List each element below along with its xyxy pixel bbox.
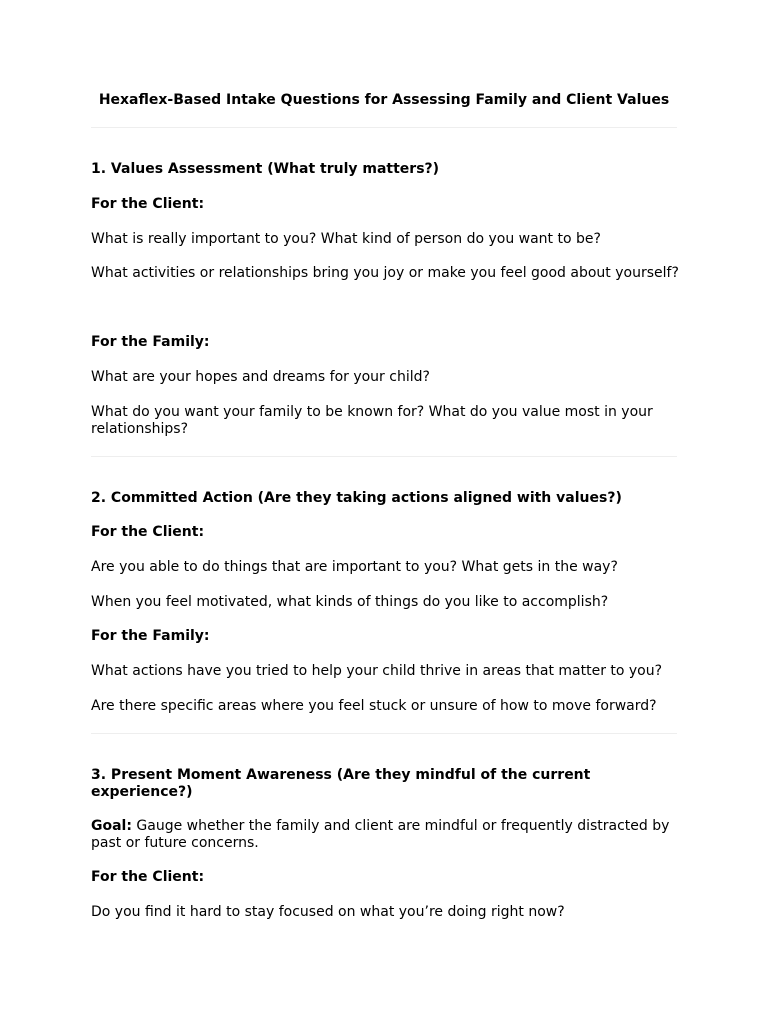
client-label: For the Client:	[91, 196, 205, 212]
family-label: For the Family:	[91, 628, 210, 644]
goal-text: Gauge whether the family and client are mindful or frequently distracted by past or future concerns.	[91, 818, 670, 851]
divider	[91, 456, 677, 457]
question: Are there specific areas where you feel stuck or unsure of how to move forward?	[91, 698, 657, 714]
question: What is really important to you? What kind of person do you want to be?	[91, 231, 601, 247]
question: Do you find it hard to stay focused on what you’re doing right now?	[91, 904, 565, 920]
question: Are you able to do things that are important to you? What gets in the way?	[91, 559, 618, 575]
divider	[91, 127, 677, 128]
client-label: For the Client:	[91, 869, 205, 885]
question: When you feel motivated, what kinds of things do you like to accomplish?	[91, 594, 609, 610]
divider	[91, 733, 677, 734]
goal-paragraph	[91, 818, 681, 852]
section-heading: 1. Values Assessment (What truly matters?)	[91, 161, 440, 177]
question: What do you want your family to be known for? What do you value most in your relationships?	[91, 404, 653, 437]
question: What are your hopes and dreams for your child?	[91, 369, 430, 385]
question: What activities or relationships bring you joy or make you feel good about yourself?	[91, 265, 679, 281]
question: What actions have you tried to help your child thrive in areas that matter to you?	[91, 663, 663, 679]
goal-label: Goal:	[91, 818, 132, 834]
client-label: For the Client:	[91, 524, 205, 540]
section-heading: 2. Committed Action (Are they taking actions aligned with values?)	[91, 490, 622, 506]
document-title: Hexaflex-Based Intake Questions for Assessing Family and Client Values	[98, 92, 670, 108]
section-heading: 3. Present Moment Awareness (Are they mindful of the current experience?)	[91, 767, 591, 800]
family-label: For the Family:	[91, 334, 210, 350]
